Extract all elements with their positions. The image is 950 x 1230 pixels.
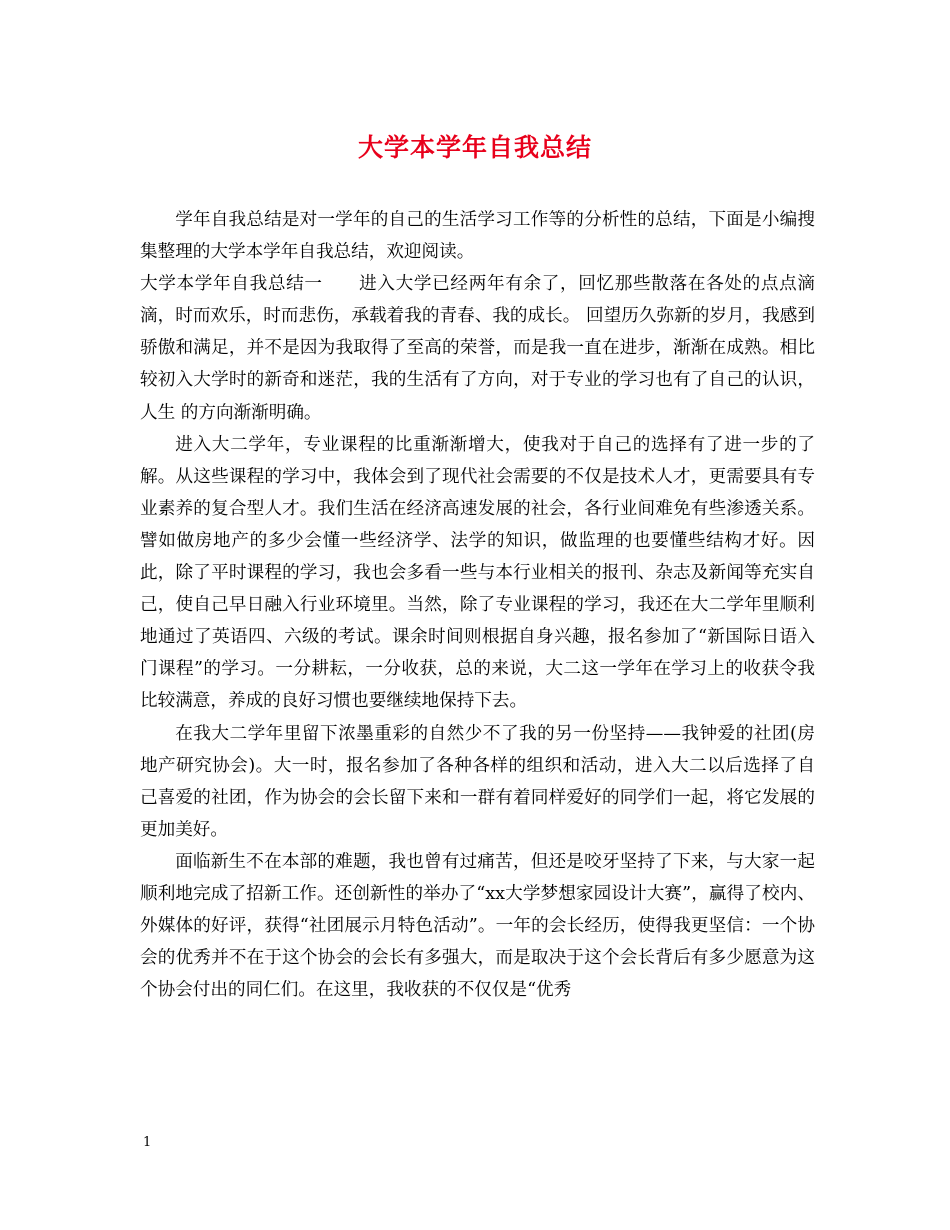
paragraph-club: 在我大二学年里留下浓墨重彩的自然少不了我的另一份坚持——我钟爱的社团(房地产研究协会)。大一时，报名参加了各种各样的组织和活动，进入大二以后选择了自己喜爱的社团，作为协会的会长留下来和一群有着同样爱好的同学们一起，将它发展的更加美好。: [140, 723, 815, 840]
paragraph-second-year-study: 进入大二学年，专业课程的比重渐渐增大，使我对于自己的选择有了进一步的了解。从这些课程的学习中，我体会到了现代社会需要的不仅是技术人才，更需要具有专业素养的复合型人才。我们生活在经济高速发展的社会，各行业间难免有些渗透关系。譬如做房地产的多少会懂一些经济学、法学的知识，做监理的也要懂些结构才好。因此，除了平时课程的学习，我也会多看一些与本行业相关的报刊、杂志及新闻等充实自己，使自己早日融入行业环境里。当然，除了专业课程的学习，我还在大二学年里顺利地通过了英语四、六级的考试。课余时间则根据自身兴趣，报名参加了“新国际日语入门课程”的学习。一分耕耘，一分收获，总的来说，大二这一学年在学习上的收获令我比较满意，养成的良好习惯也要继续地保持下去。: [140, 434, 815, 712]
paragraph-intro: 学年自我总结是对一学年的自己的生活学习工作等的分析性的总结，下面是小编搜集整理的大学本学年自我总结，欢迎阅读。: [140, 210, 815, 263]
document-body: [140, 204, 815, 1006]
paragraph-recruitment: 面临新生不在本部的难题，我也曾有过痛苦，但还是咬牙坚持了下来，与大家一起顺利地完成了招新工作。还创新性的举办了“xx大学梦想家园设计大赛”，赢得了校内、外媒体的好评，获得“社团展示月特色活动”。一年的会长经历，使得我更坚信：一个协会的优秀并不在于这个协会的会长有多强大，而是取决于这个会长背后有多少愿意为这个协会付出的同仁们。在这里，我收获的不仅仅是“优秀: [140, 851, 815, 1001]
page-number: 1: [143, 1135, 152, 1150]
document-title: 大学本学年自我总结: [357, 133, 592, 162]
paragraph-section-one: 大学本学年自我总结一 进入大学已经两年有余了，回忆那些散落在各处的点点滴滴，时而欢乐，时而悲伤，承载着我的青春、我的成长。 回望历久弥新的岁月，我感到骄傲和满足，并不是因为我取得了至高的荣誉，而是我一直在进步，渐渐在成熟。相比较初入大学时的新奇和迷茫，我的生活有了方向，对于专业的学习也有了自己的认识，人生 的方向渐渐明确。: [140, 274, 815, 423]
